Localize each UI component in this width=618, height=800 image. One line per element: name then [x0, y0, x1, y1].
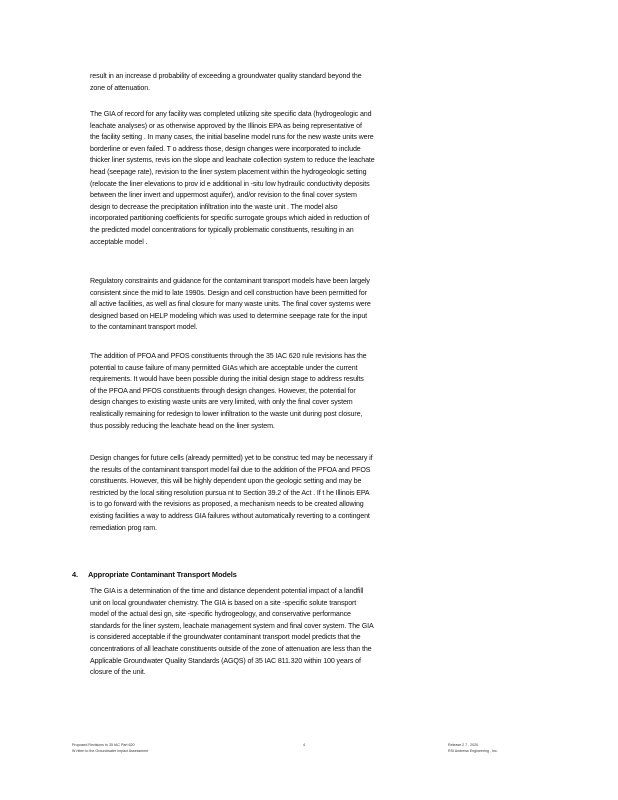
- text-line: head (seepage rate), revision to the liner system placement within the hydrogeologic setting: [90, 167, 367, 176]
- paragraph-3: [90, 276, 540, 334]
- text-line: all active facilities, as well as final closure for many waste units. The final cover systems were: [90, 300, 371, 309]
- text-line: closure of the unit.: [90, 668, 146, 677]
- text-line: incorporated partitioning coefficients for specific surrogate groups which aided in reduction of: [90, 214, 370, 223]
- text-line: acceptable model .: [90, 237, 148, 246]
- text-line: of the PFOA and PFOS constituents through design changes. However, the potential for: [90, 386, 356, 395]
- footer-date: Release 2 7 , 2020: [448, 743, 479, 747]
- footer-right: [448, 742, 498, 754]
- paragraph-1: [90, 71, 540, 94]
- footer-page-number: [303, 742, 305, 748]
- text-line: the facility setting . In many cases, the initial baseline model runs for the new waste units were: [90, 133, 374, 142]
- page-number: 4: [303, 743, 305, 747]
- text-line: zone of attenuation.: [90, 83, 150, 92]
- footer-document-subtitle: W ritten to the Groundwater Impact Assessment: [72, 749, 149, 753]
- text-line: concentrations of all leachate constituents outside of the zone of attenuation are less than the: [90, 644, 372, 653]
- text-line: remediation prog ram.: [90, 523, 157, 532]
- text-line: design changes to existing waste units are very limited, with only the final cover system: [90, 398, 353, 407]
- text-line: the predicted model concentrations for typically problematic constituents, resulting in an: [90, 225, 354, 234]
- text-line: consistent since the mid to late 1990s. Design and cell construction have been permitted for: [90, 288, 367, 297]
- text-line: Applicable Groundwater Quality Standards (AGQS) of 35 IAC 811.320 within 100 years of: [90, 656, 361, 665]
- paragraph-4: [90, 351, 540, 432]
- text-line: Regulatory constraints and guidance for the contaminant transport models have been largely: [90, 277, 370, 285]
- text-line: borderline or even failed. T o address those, design changes were incorporated to include: [90, 144, 361, 153]
- text-line: (relocate the liner elevations to prov id e additional in -situ low hydraulic conductivity deposits: [90, 179, 370, 188]
- text-line: is to go forward with the revisions as proposed, a mechanism needs to be created allowing: [90, 500, 364, 509]
- text-line: restricted by the local siting resolution pursua nt to Section 39.2 of the Act . If t he Illinois EPA: [90, 488, 370, 497]
- text-line: thus possibly reducing the leachate head on the liner system.: [90, 421, 275, 430]
- text-line: is considered acceptable if the groundwater contaminant transport model predicts that the: [90, 633, 361, 642]
- text-line: The GIA is a determination of the time and distance dependent potential impact of a landfill: [90, 587, 364, 595]
- text-line: leachate analyses) or as otherwise approved by the Illinois EPA as being representative of: [90, 121, 362, 130]
- text-line: requirements. It would have been possible during the initial design stage to address results: [90, 375, 364, 384]
- paragraph-6: [90, 586, 540, 679]
- section-heading: [72, 570, 237, 579]
- text-line: thicker liner systems, revis ion the slope and leachate collection system to reduce the leachate: [90, 156, 375, 165]
- text-line: the results of the contaminant transport model fail due to the addition of the PFOA and PFOS: [90, 465, 371, 474]
- text-line: between the liner invert and uppermost aquifer), and/or revision to the final cover system: [90, 191, 357, 200]
- footer-document-title: Proposed Revisions to 35 IAC Part 620: [72, 743, 135, 747]
- text-line: The GIA of record for any facility was completed utilizing site specific data (hydrogeologic and: [90, 110, 372, 118]
- text-line: unit on local groundwater chemistry. The GIA is based on a site -specific solute transport: [90, 598, 357, 607]
- text-line: constituents. However, this will be highly dependent upon the geologic setting and may be: [90, 477, 362, 486]
- section-title: Appropriate Contaminant Transport Models: [88, 570, 237, 579]
- text-line: model of the actual desi gn, site -specific hydrogeology, and conservative performance: [90, 610, 351, 619]
- text-line: The addition of PFOA and PFOS constituents through the 35 IAC 620 rule revisions has the: [90, 352, 367, 360]
- footer-left: [72, 742, 148, 754]
- footer-company: RSI Andrews Engineering , Inc.: [448, 749, 498, 753]
- text-line: standards for the liner system, leachate management system and final cover system. The GIA: [90, 621, 374, 630]
- text-line: existing facilities a way to address GIA failures without automatically reverting to a contingent: [90, 511, 370, 520]
- paragraph-2: [90, 109, 540, 248]
- text-line: result in an increase d probability of exceeding a groundwater quality standard beyond the: [90, 72, 362, 80]
- text-line: Design changes for future cells (already permitted) yet to be construc ted may be necessary if: [90, 454, 373, 462]
- text-line: realistically remaining for redesign to lower infiltration to the waste unit during post closure,: [90, 409, 363, 418]
- text-line: potential to cause failure of many permitted GIAs which are acceptable under the current: [90, 363, 358, 372]
- text-line: design to decrease the precipitation infiltration into the waste unit . The model also: [90, 202, 338, 211]
- text-line: to the contaminant transport model.: [90, 323, 198, 332]
- section-number: 4.: [72, 570, 78, 579]
- paragraph-5: [90, 453, 540, 534]
- text-line: designed based on HELP modeling which was used to determine seepage rate for the input: [90, 311, 368, 320]
